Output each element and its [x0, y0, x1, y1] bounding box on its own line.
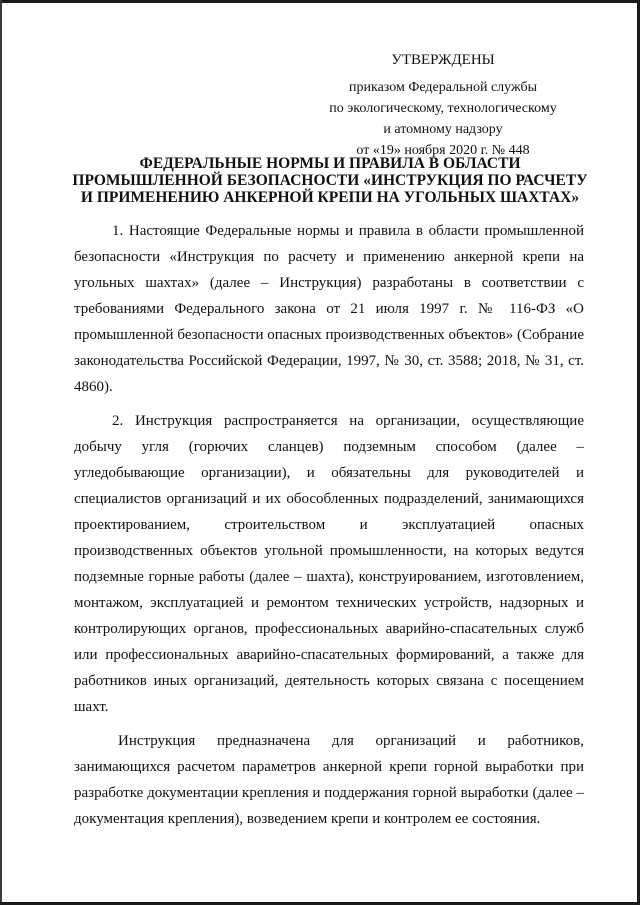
scan-edge-left	[0, 0, 2, 905]
document-title	[60, 155, 600, 206]
document-body	[74, 218, 584, 840]
approval-heading: УТВЕРЖДЕНЫ	[391, 52, 495, 68]
paragraph-1: 1. Настоящие Федеральные нормы и правила в области промышленной безопасности «Инструкция по расчету и применению анкерной крепи на угольных шахтах» (далее – Инструкция) разработаны в соответствии с требованиями Федерального закона от 21 июля 1997 г. № 116-ФЗ «О промышленной безопасности опасных производственных объектов» (Собрание законодательства Российской Федерации, 1997, № 30, ст. 3588; 2018, № 31, ст. 4860).	[74, 223, 584, 395]
title-line: И ПРИМЕНЕНИЮ АНКЕРНОЙ КРЕПИ НА УГОЛЬНЫХ ШАХТАХ»	[80, 189, 580, 206]
paragraph-3: Инструкция предназначена для организаций и работников, занимающихся расчетом параметров анкерной крепи горной выработки при разработке документации крепления и поддержания горной выработки (далее – документация крепления), возведением крепи и контролем ее состояния.	[74, 733, 584, 827]
approval-line: по экологическому, технологическому	[329, 101, 557, 116]
paragraph-2: 2. Инструкция распространяется на организации, осуществляющие добычу угля (горючих сланцев) подземным способом (далее – угледобывающие организации), и обязательны для руководителей и специалистов организаций и их обособленных подразделений, занимающихся проектированием, строительством и эксплуатацией опасных производственных объектов угольной промышленности, на которых ведутся подземные горные работы (далее – шахта), конструированием, изготовлением, монтажом, эксплуатацией и ремонтом технических устройств, надзорных и контролирующих органов, профессиональных аварийно-спасательных служб или профессиональных аварийно-спасательных формирований, а также для работников иных организаций, деятельность которых связана с посещением шахт.	[74, 413, 584, 715]
title-line: ФЕДЕРАЛЬНЫЕ НОРМЫ И ПРАВИЛА В ОБЛАСТИ	[139, 155, 521, 172]
title-line: ПРОМЫШЛЕННОЙ БЕЗОПАСНОСТИ «ИНСТРУКЦИЯ ПО РАСЧЕТУ	[72, 172, 588, 189]
approval-line: приказом Федеральной службы	[349, 80, 537, 95]
approval-block	[318, 50, 568, 161]
approval-date-line: от «19» ноября 2020 г. № 448	[356, 143, 530, 158]
approval-line: и атомному надзору	[383, 122, 503, 137]
scan-edge-top	[0, 0, 640, 3]
